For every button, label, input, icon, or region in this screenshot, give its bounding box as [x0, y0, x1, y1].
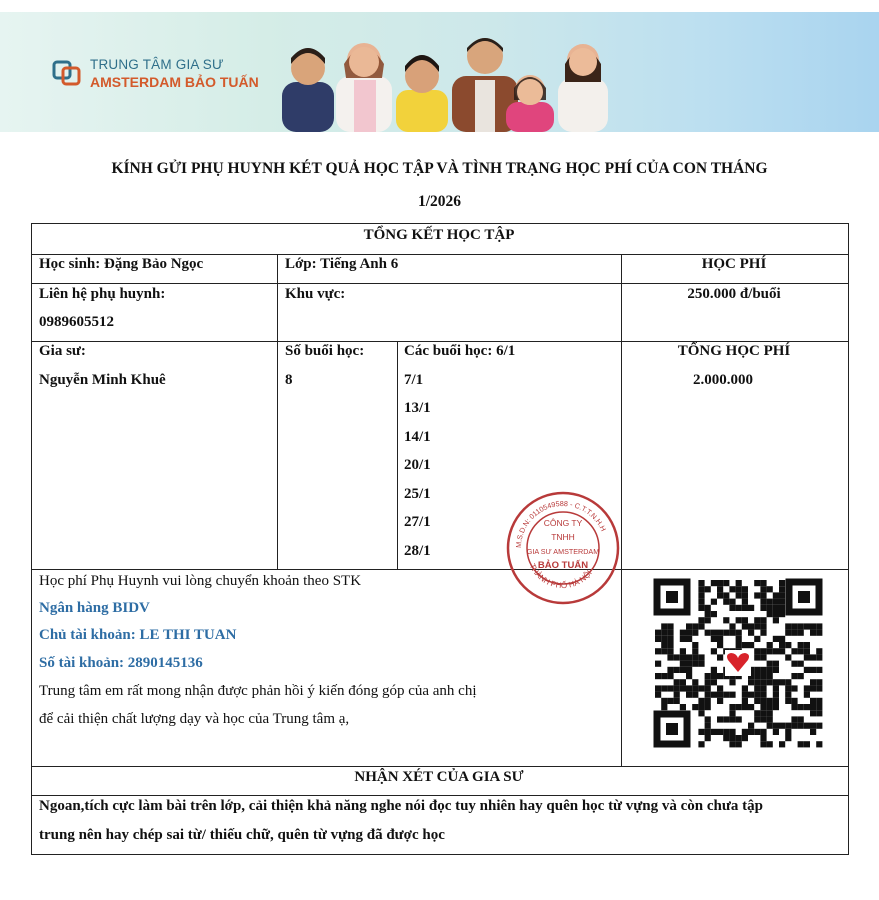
- payment-instruction: Học phí Phụ Huynh vui lòng chuyển khoản theo STK: [39, 573, 362, 589]
- tutor-name: Nguyễn Minh Khuê: [39, 372, 166, 388]
- fee-per-session: 250.000 đ/buổi: [687, 286, 781, 302]
- stamp-type: TNHH: [551, 532, 575, 542]
- stamp-company: CÔNG TY: [543, 518, 583, 528]
- class-name: Lớp: Tiếng Anh 6: [285, 256, 399, 272]
- tutor-comment-line2: trung nên hay chép sai từ/ thiếu chữ, quên từ vựng đã được học: [39, 827, 445, 843]
- account-number: Số tài khoản: 2890145136: [39, 655, 203, 671]
- bank-name: Ngân hàng BIDV: [39, 600, 150, 616]
- stamp-brand: BẢO TUẤN: [537, 560, 589, 571]
- session-date: 7/1: [404, 372, 424, 388]
- feedback-request-line2: để cải thiện chất lượng dạy và học của Trung tâm ạ,: [39, 711, 350, 727]
- fee-header: HỌC PHÍ: [701, 256, 767, 272]
- total-fee-label: TỔNG HỌC PHÍ: [677, 343, 791, 359]
- student-name: Học sinh: Đặng Bảo Ngọc: [39, 256, 204, 272]
- report-table: [31, 223, 849, 855]
- total-fee-value: 2.000.000: [693, 372, 753, 388]
- brand-name-line1: TRUNG TÂM GIA SƯ: [90, 57, 224, 72]
- tutor-comment-line1: Ngoan,tích cực làm bài trên lớp, cải thiện khả năng nghe nói đọc tuy nhiên hay quên học từ vựng và còn chưa tập: [39, 798, 763, 814]
- brand-name-line2: AMSTERDAM BẢO TUẤN: [90, 74, 259, 90]
- sessions-label: Số buổi học:: [285, 343, 365, 359]
- session-date: 13/1: [404, 400, 431, 416]
- session-date: 27/1: [404, 514, 431, 530]
- company-stamp: [505, 490, 621, 606]
- account-holder: Chủ tài khoản: LE THI TUAN: [39, 627, 237, 643]
- page-title-month: 1/2026: [417, 193, 462, 210]
- session-date: 20/1: [404, 457, 431, 473]
- stamp-name: GIA SƯ AMSTERDAM: [526, 547, 600, 556]
- summary-title: TỔNG KẾT HỌC TẬP: [363, 227, 515, 243]
- stamp-ring-bottom: THÀNH PHỐ HÀ NỘI: [527, 562, 594, 591]
- stamp-ring-top: M.S.D.N: 0110549588 - C.T.T.N.H.H: [513, 498, 609, 549]
- header-banner: [0, 12, 879, 132]
- qr-code-icon: [653, 578, 823, 748]
- session-dates-label: Các buổi học: 6/1: [404, 343, 516, 359]
- group-photo-image: [270, 30, 610, 132]
- sessions-count: 8: [285, 372, 293, 388]
- parent-contact-label: Liên hệ phụ huynh:: [39, 286, 166, 302]
- area-label: Khu vực:: [285, 286, 346, 302]
- parent-contact-value: 0989605512: [39, 314, 114, 330]
- tutor-comments-title: NHẬN XÉT CỦA GIA SƯ: [354, 769, 524, 785]
- feedback-request-line1: Trung tâm em rất mong nhận được phản hồi ý kiến đóng góp của anh chị: [39, 683, 477, 699]
- tutor-label: Gia sư:: [39, 343, 86, 359]
- brand-logo-icon: [52, 60, 82, 86]
- session-date: 14/1: [404, 429, 431, 445]
- session-date: 25/1: [404, 486, 431, 502]
- page-title: KÍNH GỬI PHỤ HUYNH KÉT QUẢ HỌC TẬP VÀ TÌNH TRẠNG HỌC PHÍ CỦA CON THÁNG: [111, 160, 768, 177]
- session-date: 28/1: [404, 543, 431, 559]
